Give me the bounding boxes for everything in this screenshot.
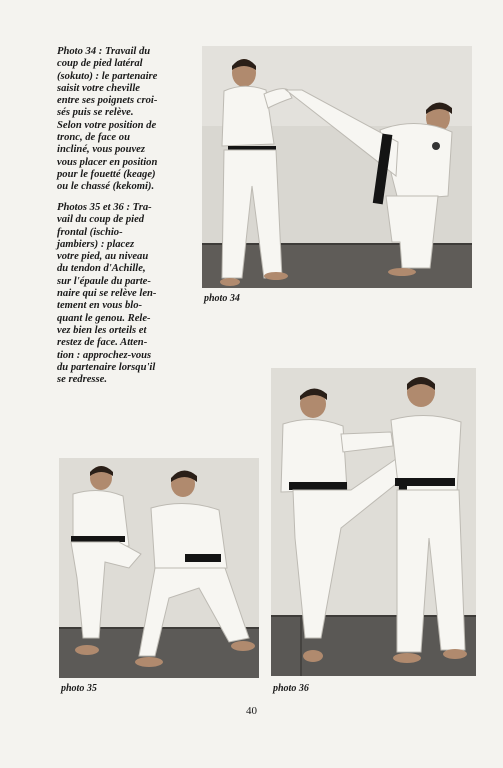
photo-36-front-kick-shoulder [271, 368, 476, 676]
photo-35-caption: photo 35 [61, 683, 97, 694]
photo-36-caption: photo 36 [273, 683, 309, 694]
page-number: 40 [246, 705, 257, 717]
photo-34-description: Photo 34 : Travail du coup de pied latéral (sokuto) : le partenaire saisit votre cheville entre ses poignets croi- sés puis se relève. Selon votre position de tronc, de face ou incliné, vous pouvez vous placer en position pour le fouetté (keage) ou le chassé (kekomi). [57, 46, 158, 193]
photo-35-front-kick-chamber [59, 458, 259, 678]
photos-35-36-description: Photos 35 et 36 : Tra- vail du coup de pied frontal (ischio- jambiers) : placez votre pied, au niveau du tendon d'Achille, sur l'épaule du parte- naire qui se relève len- tement en vous blo- quant le genou. Rele- vez bien les orteils et restez de face. Atten- tion : approchez-vous du partenaire lorsqu'il se redresse. [57, 202, 157, 386]
photo-34-caption: photo 34 [204, 293, 240, 304]
photo-34-side-kick [202, 46, 472, 288]
